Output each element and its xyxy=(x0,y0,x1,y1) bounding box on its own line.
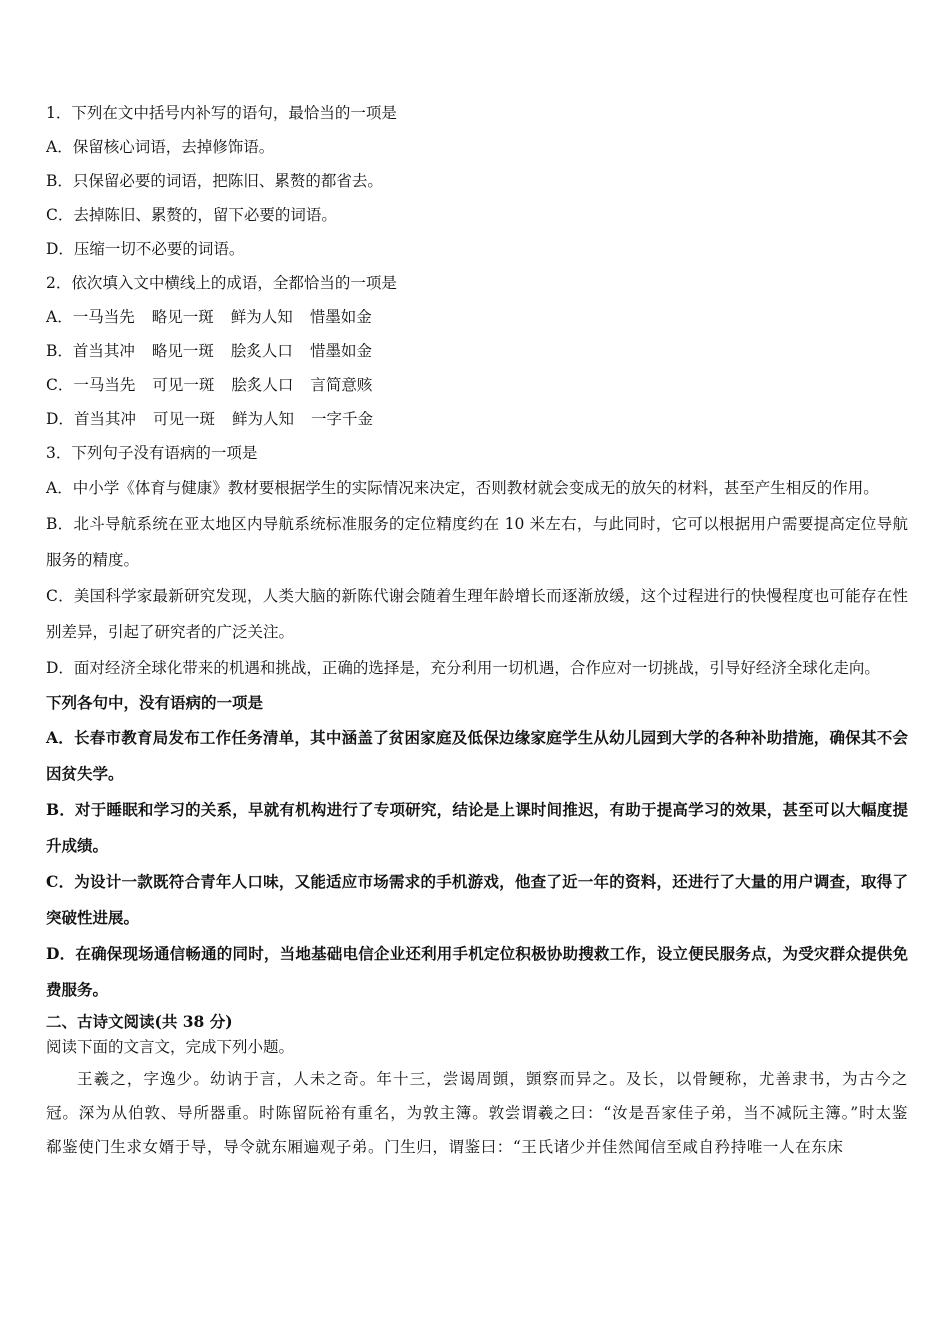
question-4-option-c: C．为设计一款既符合青年人口味，又能适应市场需求的手机游戏，他查了近一年的资料，还进行了大量的用户调查，取得了突破性进展。 xyxy=(46,872,908,927)
idiom: 可见一斑 xyxy=(152,410,215,428)
idiom: 首当其冲 xyxy=(73,410,136,428)
option-label: A． xyxy=(46,308,73,326)
option-label: D． xyxy=(46,410,74,428)
idiom: 脍炙人口 xyxy=(230,342,293,360)
idiom: 惜墨如金 xyxy=(309,342,372,360)
question-3-option-a: A．中小学《体育与健康》教材要根据学生的实际情况来决定，否则教材就会变成无的放矢的材料，甚至产生相反的作用。 xyxy=(46,479,879,497)
document-body xyxy=(46,96,908,1164)
question-3-option-b: B．北斗导航系统在亚太地区内导航系统标准服务的定位精度约在 10 米左右，与此同时，它可以根据用户需要提高定位导航服务的精度。 xyxy=(46,515,908,569)
question-3-option-d: D．面对经济全球化带来的机遇和挑战，正确的选择是，充分利用一切机遇，合作应对一切挑战，引导好经济全球化走向。 xyxy=(46,659,880,677)
question-4 xyxy=(46,686,908,1008)
idiom: 一马当先 xyxy=(72,308,135,326)
question-4-option-b: B．对于睡眠和学习的关系，早就有机构进行了专项研究，结论是上课时间推迟，有助于提高学习的效果，甚至可以大幅度提升成绩。 xyxy=(46,800,908,855)
classical-passage: 王羲之，字逸少。幼讷于言，人未之奇。年十三，尝谒周顗，顗察而异之。及长，以骨鲠称，尤善隶书，为古今之冠。深为从伯敦、导所器重。时陈留阮裕有重名，为敦主簿。敦尝谓羲之曰：“汝是吾家佳子弟，当不减阮主簿。”时太鉴郗鉴使门生求女婿于导，导令就东厢遍观子弟。门生归，谓鉴曰：“王氏诸少并佳然闻信至咸自矜持唯一人在东床 xyxy=(46,1070,908,1156)
idiom: 言简意赅 xyxy=(310,376,373,394)
option-label: B． xyxy=(46,342,73,360)
question-3 xyxy=(46,436,908,686)
question-4-option-a: A．长春市教育局发布工作任务清单，其中涵盖了贫困家庭及低保边缘家庭学生从幼儿园到大学的各种补助措施，确保其不会因贫失学。 xyxy=(46,728,908,783)
question-3-option-c: C．美国科学家最新研究发现，人类大脑的新陈代谢会随着生理年龄增长而逐渐放缓，这个过程进行的快慢程度也可能存在性别差异，引起了研究者的广泛关注。 xyxy=(46,587,908,641)
question-1 xyxy=(46,96,908,266)
question-1-option-d: D．压缩一切不必要的词语。 xyxy=(46,240,245,258)
question-1-option-c: C．去掉陈旧、累赘的，留下必要的词语。 xyxy=(46,206,337,224)
idiom: 脍炙人口 xyxy=(231,376,294,394)
section-2-title: 二、古诗文阅读(共 38 分) xyxy=(46,1012,233,1031)
question-2-option-d xyxy=(46,402,908,436)
question-2 xyxy=(46,266,908,436)
question-2-option-b xyxy=(46,334,908,368)
question-4-option-d: D．在确保现场通信畅通的同时，当地基础电信企业还利用手机定位积极协助搜救工作，设立便民服务点，为受灾群众提供免费服务。 xyxy=(46,944,908,999)
idiom: 惜墨如金 xyxy=(309,308,372,326)
idiom: 可见一斑 xyxy=(152,376,215,394)
idiom: 鲜为人知 xyxy=(230,308,293,326)
idiom: 略见一斑 xyxy=(151,342,214,360)
question-3-stem: 3．下列句子没有语病的一项是 xyxy=(46,444,258,462)
question-2-option-c xyxy=(46,368,908,402)
question-1-option-a: A．保留核心词语，去掉修饰语。 xyxy=(46,138,275,156)
idiom: 略见一斑 xyxy=(151,308,214,326)
section-2-instruction: 阅读下面的文言文，完成下列小题。 xyxy=(46,1038,295,1056)
section-2 xyxy=(46,1010,908,1164)
idiom: 一字千金 xyxy=(310,410,373,428)
idiom: 鲜为人知 xyxy=(231,410,294,428)
option-label: C． xyxy=(46,376,74,394)
question-1-option-b: B．只保留必要的词语，把陈旧、累赘的都省去。 xyxy=(46,172,383,190)
idiom: 一马当先 xyxy=(73,376,136,394)
question-4-stem: 下列各句中，没有语病的一项是 xyxy=(46,693,264,712)
idiom: 首当其冲 xyxy=(72,342,135,360)
question-2-stem: 2．依次填入文中横线上的成语，全都恰当的一项是 xyxy=(46,274,397,292)
question-2-option-a xyxy=(46,300,908,334)
question-1-stem: 1．下列在文中括号内补写的语句，最恰当的一项是 xyxy=(46,104,397,122)
